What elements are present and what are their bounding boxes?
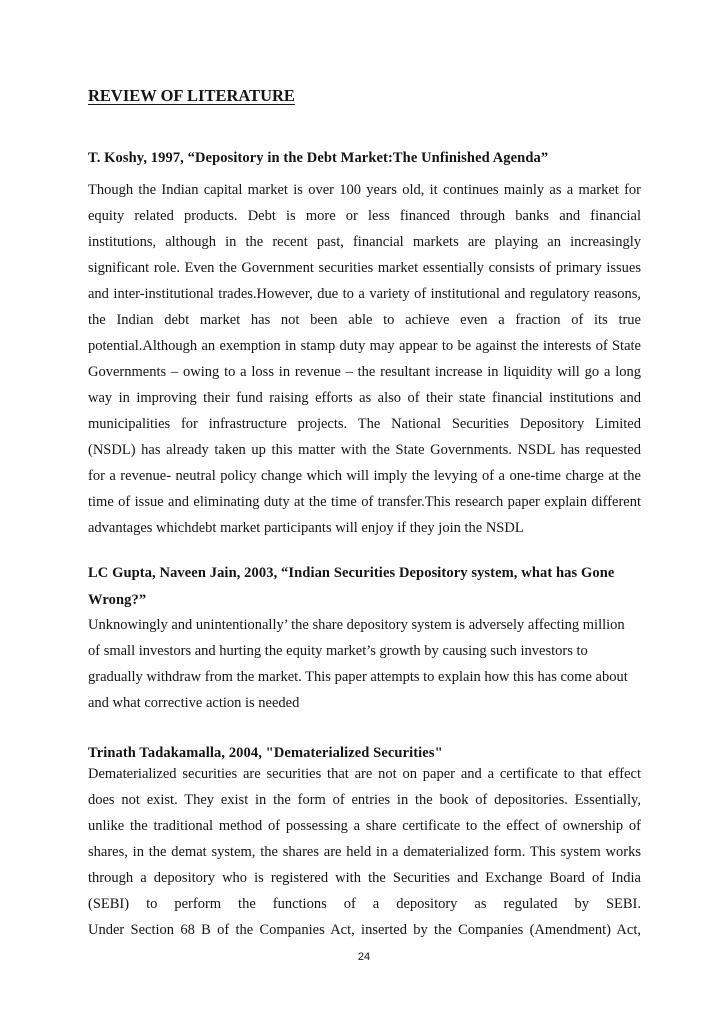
paragraph-line: institutions, although in the recent past, financial markets are playing an increasingly bbox=[88, 234, 641, 250]
reference-title: Trinath Tadakamalla, 2004, "Dematerialized Securities" bbox=[88, 745, 443, 761]
paragraph-line: and what corrective action is needed bbox=[88, 695, 300, 711]
paragraph-line: Under Section 68 B of the Companies Act, inserted by the Companies (Amendment) Act, bbox=[88, 922, 641, 938]
page-number: 24 bbox=[357, 951, 371, 963]
paragraph-line: potential.Although an exemption in stamp duty may appear to be against the interests of State bbox=[88, 338, 641, 354]
paragraph-line: advantages whichdebt market participants will enjoy if they join the NSDL bbox=[88, 520, 524, 536]
paragraph-line: for a revenue- neutral policy change which will imply the levying of a one-time charge at the bbox=[88, 468, 641, 484]
paragraph-line: through a depository who is registered with the Securities and Exchange Board of India bbox=[88, 870, 641, 886]
paragraph-line: Governments – owing to a loss in revenue – the resultant increase in liquidity will go a long bbox=[88, 364, 641, 380]
reference-title bbox=[88, 150, 548, 167]
paragraph-line: municipalities for infrastructure projects. The National Securities Depository Limited bbox=[88, 416, 641, 432]
paragraph-line: Unknowingly and unintentionally’ the share depository system is adversely affecting million bbox=[88, 617, 625, 633]
page-heading: REVIEW OF LITERATURE bbox=[88, 86, 295, 105]
paragraph-line: equity related products. Debt is more or less financed through banks and financial bbox=[88, 208, 641, 224]
reference-author: T. Koshy, 1997, bbox=[88, 150, 188, 166]
paragraph-line: significant role. Even the Government securities market essentially consists of primary issues bbox=[88, 260, 641, 276]
paragraph-line: the Indian debt market has not been able to achieve even a fraction of its true bbox=[88, 312, 641, 328]
reference-title: LC Gupta, Naveen Jain, 2003, “Indian Securities Depository system, what has Gone bbox=[88, 565, 615, 581]
paragraph-line: and inter-institutional trades.However, due to a variety of institutional and regulatory reasons, bbox=[88, 286, 641, 302]
paragraph-line: gradually withdraw from the market. This paper attempts to explain how this has come about bbox=[88, 669, 628, 685]
reference-work-title: “Depository in the Debt Market:The Unfinished Agenda” bbox=[187, 150, 549, 166]
paragraph-line: of small investors and hurting the equity market’s growth by causing such investors to bbox=[88, 643, 588, 659]
paragraph-line: shares, in the demat system, the shares are held in a dematerialized form. This system works bbox=[88, 844, 641, 860]
paragraph-line: Dematerialized securities are securities that are not on paper and a certificate to that effect bbox=[88, 766, 641, 782]
paragraph-line: (NSDL) has already taken up this matter with the State Governments. NSDL has requested bbox=[88, 442, 641, 458]
paragraph-line: unlike the traditional method of possessing a share certificate to the effect of ownership of bbox=[88, 818, 641, 834]
paragraph-line: (SEBI) to perform the functions of a depository as regulated by SEBI. bbox=[88, 896, 641, 912]
paragraph-line: Though the Indian capital market is over 100 years old, it continues mainly as a market for bbox=[88, 182, 641, 198]
paragraph-line: time of issue and eliminating duty at the time of transfer.This research paper explain different bbox=[88, 494, 641, 510]
paragraph-line: way in improving their fund raising efforts as also of their state financial institutions and bbox=[88, 390, 641, 406]
reference-title-continued: Wrong?” bbox=[88, 592, 147, 608]
paragraph-line: does not exist. They exist in the form of entries in the book of depositories. Essentially, bbox=[88, 792, 641, 808]
